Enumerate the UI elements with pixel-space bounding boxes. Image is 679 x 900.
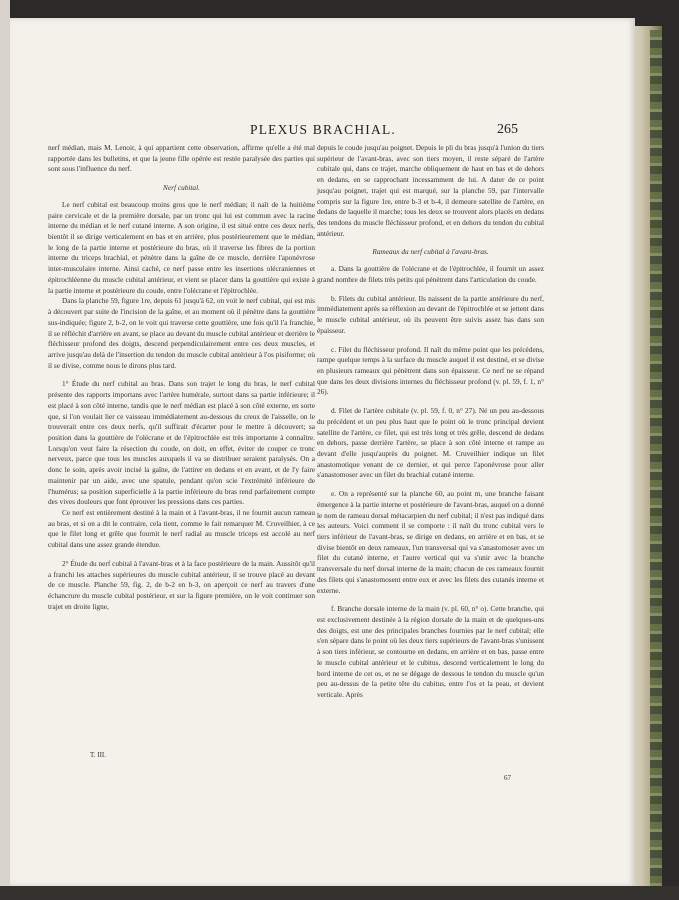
- volume-mark: T. III.: [90, 751, 106, 759]
- right-text-column: [317, 143, 544, 701]
- section-heading: Rameaux du nerf cubital à l'avant-bras.: [372, 247, 489, 257]
- book-spine: [650, 30, 662, 886]
- book-page: [10, 18, 635, 886]
- paragraph: c. Filet du fléchisseur profond. Il naît du même point que les précédens, rampe quelque temps à la surface du muscle auquel il est destiné, et se divise en plusieurs rameaux qui pénètrent dans son épaisseur. Ce nerf ne se répand que dans les deux divisions internes du fléchisseur profond (v. pl. 59, f. 1, n° 26).: [317, 344, 544, 397]
- paragraph: depuis le coude jusqu'au poignet. Depuis le pli du bras jusqu'à l'union du tiers supérieur de l'avant-bras, avec son tiers moyen, il reste séparé de l'artère cubitale qui, dans ce trajet, marche obliquement de haut en bas et de dehors en dedans, en se rapprochant incessamment de lui. A dater de ce point jusqu'au poignet, trajet qui est marqué, sur la planche 59, par l'intervalle compris sur la figure 1re, entre b-3 et b-4, il demeure satellite de l'artère, en dedans de laquelle il marche; tous les deux se trouvent alors placés en dedans des tendons du muscle fléchisseur profond, et en dehors du tendon du cubital antérieur.: [317, 143, 544, 238]
- paragraph: Dans la planche 59, figure 1re, depuis 61 jusqu'à 62, on voit le nerf cubital, qui est mis à découvert par suite de l'incision de la gaîne, et au moment où il pénètre dans la gouttière sus-indiquée; figure 2, b-2, on le voit qui traverse cette gouttière, une fois qu'il l'a franchie, il se réfléchit d'arrière en avant, se place au devant du muscle cubital antérieur et derrière le fléchisseur profond des doigts, descend perpendiculairement entre ces deux muscles, et arrive jusqu'au delà de l'insertion du tendon du muscle cubital antérieur à l'os pisiforme; où il se divise, comme nous le dirons plus tard.: [48, 296, 315, 370]
- background-left-strip: [0, 0, 10, 900]
- paragraph: b. Filets du cubital antérieur. Ils naissent de la partie antérieure du nerf, immédiatement après sa réflexion au devant de l'épitrochlée et se jettent dans le muscle cubital antérieur, où ils peuvent être suivis assez bas dans son épaisseur.: [317, 293, 544, 335]
- signature-mark: 67: [504, 774, 511, 782]
- paragraph: a. Dans la gouttière de l'olécrane et de l'épitrochlée, il fournit un assez grand nombre de filets très petits qui pénètrent dans l'articulation du coude.: [317, 264, 544, 284]
- section-heading: Nerf cubital.: [163, 183, 200, 193]
- page-number: 265: [497, 122, 518, 137]
- paragraph: f. Branche dorsale interne de la main (v. pl. 60, n° o). Cette branche, qui est exclusivement destinée à la région dorsale de la main et de quelques-uns des doigts, est une des principales branches fournies par le nerf cubital; elle s'en sépare dans le point où les deux tiers supérieurs de l'avant-bras s'unissent à son tiers inférieur, se contourne en dedans, en arrière et en bas, passe entre le muscle cubital antérieur et le cubitus, descend verticalement le long du bord interne de cet os, et ne se dégage de dessous le tendon du muscle qu'un peu au-dessus de la petite tête du cubitus, entre l'os et la peau, et devient verticale. Après: [317, 604, 544, 700]
- paragraph: Ce nerf est entièrement destiné à la main et à l'avant-bras, il ne fournit aucun rameau au bras, et si on a dit le contraire, cela tient, comme le fait remarquer M. Cruveilhier, à ce que le filet long et grêle que fournit le nerf radial au muscle triceps est accolé au nerf cubital dans une assez grande étendue.: [48, 508, 315, 550]
- background-bottom-strip: [0, 886, 679, 900]
- paragraph: 1° Étude du nerf cubital au bras. Dans son trajet le long du bras, le nerf cubital présente des rapports importans avec l'artère humérale, surtout dans sa partie inférieure; il est placé à son côté interne, tandis que le nerf médian est placé à son côté externe, en sorte que, si l'on voulait lier ce vaisseau immédiatement au-dessous du creux de l'aisselle, on le trouverait entre ces deux nerfs, qu'il suffirait d'écarter pour le mettre à découvert; sa position dans la gouttière de l'olécrane et de l'épitrochlée est très importante à connaître. Lorsqu'on veut faire la résection du coude, on doit, en effet, éviter de couper ce tronc nerveux, parce que tous les muscles auxquels il va se distribuer seraient paralysés. On a donc le soin, après avoir incisé la gaîne, de l'attirer en dedans et en avant, et de l'y faire maintenir par un aide, avec une spatule, pendant qu'on scie l'extrémité inférieure de l'humérus; sa position superficielle à la partie inférieure du bras rend parfaitement compte des vives douleurs que font éprouver les pressions dans ces parties.: [48, 379, 315, 507]
- paragraph: Le nerf cubital est beaucoup moins gros que le nerf médian; il naît de la huitième paire cervicale et de la première dorsale, par un tronc qui lui est commun avec la racine interne du médian et le nerf cutané interne. A son origine, il est situé entre ces deux nerfs, bientôt il se dirige verticalement en bas et en arrière, plus postérieurement que le médian, le long de la partie interne et postérieure du bras, où il traverse les fibres de la portion interne du triceps brachial, et pénètre dans la gaîne de ce muscle, derrière l'aponévrose inter-musculaire interne. Ainsi caché, ce nerf passe entre les insertions olécraniennes et épitrochléenne du muscle cubital antérieur, et vient se placer dans la gouttière qui existe à la partie interne et postérieure du coude, entre l'olécrane et l'épitrochlée.: [48, 199, 315, 295]
- paragraph: e. On a représenté sur la planche 60, au point m, une branche faisant émergence à la partie interne et postérieure de l'avant-bras, auquel on a donné le nom de rameau dorsal métacarpien du nerf cubital; il n'est pas indiqué dans les auteurs. Voici comment il se comporte : il naît du tronc cubital vers le tiers inférieur de l'avant-bras, se dirige en dedans, en arrière et en bas, et se divise bientôt en deux rameaux, l'un transversal qui va s'anastomoser avec un filet du cutané interne, et l'autre vertical qui va s'unir avec la branche transversale du nerf dorsal interne de la main; chacun de ces rameaux fournit des filets qui s'anastomosent entre eux et avec les filets des cutanés interne et externe.: [317, 489, 544, 595]
- paragraph: d. Filet de l'artère cubitale (v. pl. 59, f. 0, n° 27). Né un peu au-dessous du précédent et un peu plus haut que le point où le tronc principal devient satellite de l'artère, ce filet, qui est très long et très grêle, descend de dedans en dehors, passe derrière l'artère, se place à son côté interne et rampe au devant d'elle jusqu'auprès du poignet. M. Cruveilhier indique un filet anastomotique venant de ce dernier, et qui perce l'aponévrose pour aller s'anastomoser avec un filet du brachial cutané interne.: [317, 406, 544, 480]
- running-title: PLEXUS BRACHIAL.: [250, 122, 396, 137]
- paragraph: nerf médian, mais M. Lenoir, à qui appartient cette observation, affirme qu'elle a été mal rapportée dans les bulletins, et que la jeune fille opérée est restée paralysée des parties qui sont sous l'influence du nerf.: [48, 143, 315, 174]
- left-text-column: [48, 143, 315, 612]
- paragraph: 2° Étude du nerf cubital à l'avant-bras et à la face postérieure de la main. Aussitôt qu'il a franchi les attaches supérieures du muscle cubital antérieur, il se trouve placé au devant de ce muscle. Planche 59, fig. 2, de b-2 en b-3, on aperçoit ce nerf au travers d'une échancrure du muscle cubital postérieur, et sur la figure première, on le voit continuer son trajet en droite ligne,: [48, 558, 315, 611]
- running-header: [10, 122, 635, 142]
